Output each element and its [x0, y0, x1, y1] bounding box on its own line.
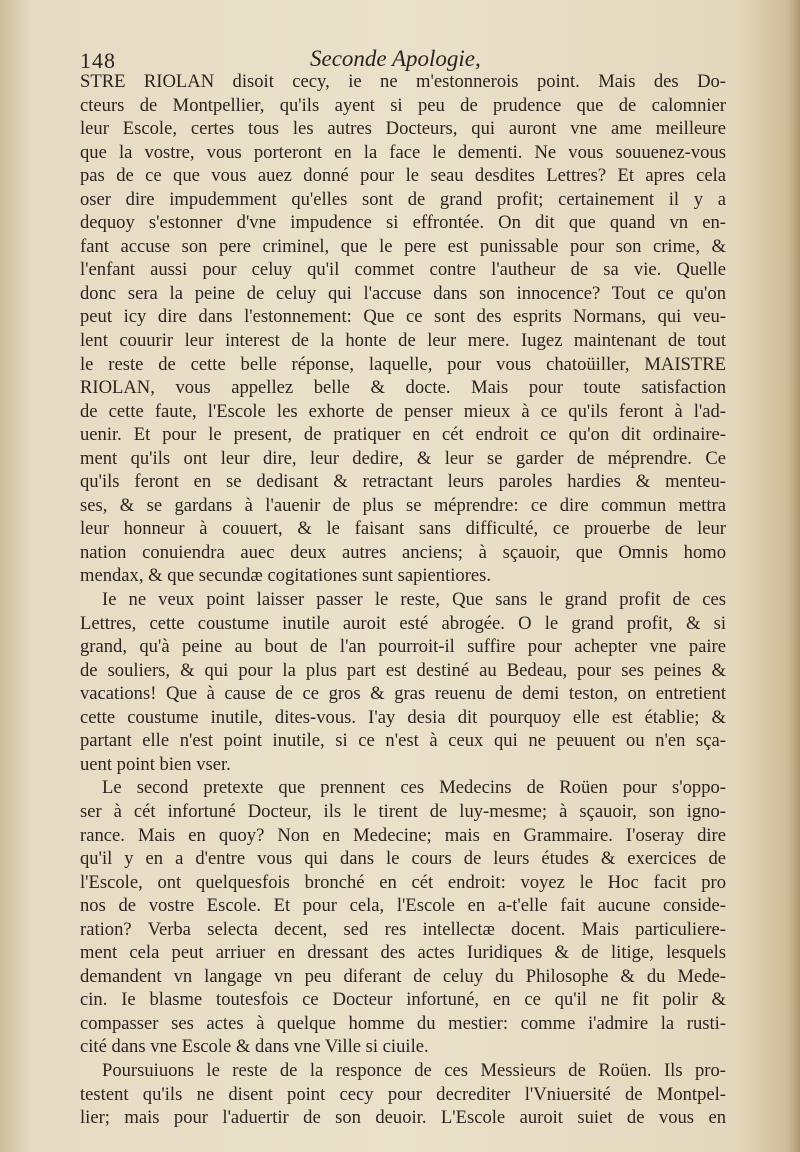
text-line: nos de vostre Escole. Et pour cela, l'Escole en a-t'elle fait aucune conside-	[80, 895, 726, 917]
text-line: cité dans vne Escole & dans vne Ville si ciuile.	[80, 1036, 429, 1058]
text-line: mendax, & que secundæ cogitationes sunt sapientiores.	[80, 565, 492, 587]
text-line: qu'il y en a d'entre vous qui dans le cours de leurs études & exercices de	[80, 848, 726, 870]
text-line: Le second pretexte que prennent ces Medecins de Roüen pour s'oppo-	[102, 777, 726, 799]
text-line: cin. Ie blasme toutesfois ce Docteur infortuné, en ce qu'il ne fit polir &	[80, 989, 726, 1011]
text-line: demandent vn langage vn peu diferant de celuy du Philosophe & du Mede-	[80, 965, 726, 987]
text-line: lent couurir leur interest de la honte de leur mere. Iugez maintenant de tout	[80, 330, 726, 352]
text-line: de cette faute, l'Escole les exhorte de penser mieux à ce qu'ils feront à l'ad-	[80, 400, 726, 422]
text-line: nation conuiendra auec deux autres anciens; à sçauoir, que Omnis homo	[80, 541, 726, 563]
text-line: fant accuse son pere criminel, que le pere est punissable pour son crime, &	[80, 235, 726, 257]
text-line: de souliers, & qui pour la plus part est destiné au Bedeau, pour ses peines &	[80, 659, 726, 681]
text-line: peut icy dire dans l'estonnement: Que ce sont des esprits Normans, qui veu-	[80, 306, 726, 328]
text-line: Poursuiuons le reste de la responce de ces Messieurs de Roüen. Ils pro-	[102, 1059, 726, 1081]
text-line: RIOLAN, vous appellez belle & docte. Mais pour toute satisfaction	[80, 377, 726, 399]
text-line: testent qu'ils ne disent point cecy pour decrediter l'Vniuersité de Montpel-	[80, 1083, 726, 1105]
text-line: leur honneur à couuert, & le faisant sans difficulté, ce prouerbe de leur	[80, 518, 726, 540]
text-line: leur Escole, certes tous les autres Docteurs, qui auront vne ame meilleure	[80, 118, 726, 140]
text-line: dequoy s'estonner d'vne impudence si effrontée. On dit que quand vn en-	[80, 212, 726, 234]
text-line: que la vostre, vous porteront en la face le dementi. Ne vous souuenez-vous	[80, 141, 726, 163]
running-head: Seconde Apologie,	[310, 46, 481, 71]
text-line: ser à cét infortuné Docteur, ils le tirent de luy-mesme; à sçauoir, son igno-	[80, 800, 726, 822]
text-line: vacations! Que à cause de ce gros & gras reuenu de demi teston, on entretient	[80, 683, 726, 705]
text-line: STRE RIOLAN disoit cecy, ie ne m'estonnerois point. Mais des Do-	[80, 71, 726, 92]
text-line: donc sera la peine de celuy qui l'accuse dans son innocence? Tout ce qu'on	[80, 282, 726, 304]
text-line: ses, & se gardans à l'auenir de plus se méprendre: ce dire commun mettra	[80, 494, 726, 516]
text-line: uent point bien vser.	[80, 753, 231, 775]
text-line: l'Escole, ont quelquesfois bronché en cét endroit: voyez le Hoc facit pro	[80, 871, 726, 893]
text-line: partant elle n'est point inutile, si ce n'est à ceux qui ne peuuent ou n'en sça-	[80, 730, 726, 752]
text-line: Lettres, cette coustume inutile auroit esté abrogée. O le grand profit, & si	[80, 612, 726, 634]
page-header	[80, 40, 720, 74]
text-line: cteurs de Montpellier, qu'ils ayent si peu de prudence que de calomnier	[80, 94, 726, 116]
page-edge-shadow	[788, 0, 800, 1152]
text-line: lier; mais pour l'aduertir de son deuoir. L'Escole auroit suiet de vous en	[80, 1107, 726, 1129]
text-line: pas de ce que vous auez donné pour le seau desdites Lettres? Et apres cela	[80, 165, 726, 187]
text-line: oser dire impudemment qu'elles sont de grand profit; certainement il y a	[80, 188, 726, 210]
text-line: compasser ses actes à quelque homme du mestier: comme i'admire la rusti-	[80, 1012, 726, 1034]
text-line: rance. Mais en quoy? Non en Medecine; mais en Grammaire. I'oseray dire	[80, 824, 726, 846]
text-line: ment cela peut arriuer en dressant des actes Iuridiques & de litige, lesquels	[80, 942, 726, 964]
text-line: Ie ne veux point laisser passer le reste, Que sans le grand profit de ces	[102, 589, 726, 611]
text-line: uenir. Et pour le present, de pratiquer en cét endroit ce qu'on dit ordinaire-	[80, 424, 726, 446]
text-line: cette coustume inutile, dites-vous. I'ay desia dit pourquoy elle est établie; &	[80, 706, 726, 728]
text-line: le reste de cette belle réponse, laquelle, pour vous chatoüiller, MAISTRE	[80, 353, 726, 375]
text-line: qu'ils feront en se dedisant & retractant leurs paroles hardies & menteu-	[80, 471, 726, 493]
text-line: grand, qu'à peine au bout de l'an pourroit-il suffire pour achepter vne paire	[80, 636, 726, 658]
text-line: ment qu'ils ont leur dire, leur dedire, & leur se garder de méprendre. Ce	[80, 447, 726, 469]
body-text	[80, 70, 726, 1130]
text-line: ration? Verba selecta decent, sed res intellectæ docent. Mais particuliere-	[80, 918, 726, 940]
text-line: l'enfant aussi pour celuy qu'il commet contre l'autheur de sa vie. Quelle	[80, 259, 726, 281]
page-number: 148	[80, 48, 116, 73]
